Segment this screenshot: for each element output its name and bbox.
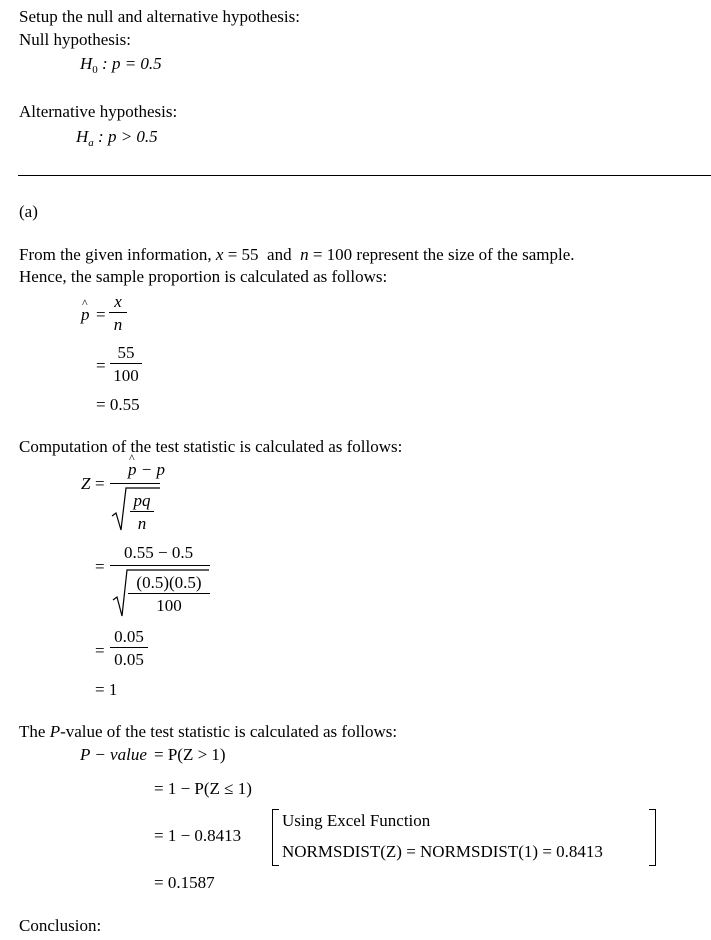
alt-hypothesis-equation	[76, 127, 158, 149]
fraction-n-denominator: n	[113, 315, 123, 334]
sample-proportion-intro: Hence, the sample proportion is calculated as follows:	[19, 267, 388, 286]
phat-symbol	[81, 306, 90, 323]
fraction-x-numerator: x	[114, 292, 122, 311]
null-h-symbol: H	[80, 54, 93, 73]
frac2-equals: =	[96, 356, 106, 375]
z-fraction-numerator: 0.05	[114, 627, 144, 646]
p-value-intro-post: -value of the test statistic is calculated as follows:	[60, 722, 398, 741]
z-num-rest: − p	[136, 460, 165, 479]
fraction-bar	[130, 511, 154, 512]
p-value-line-2: = 1 − P(Z ≤ 1)	[154, 779, 252, 798]
null-h-subscript: 0	[92, 64, 98, 76]
z-numerator-2: 0.55 − 0.5	[124, 543, 194, 562]
z-equals-2: =	[95, 557, 105, 576]
p-value-result: = 0.1587	[154, 873, 215, 892]
test-statistic-intro: Computation of the test statistic is calculated as follows:	[19, 437, 403, 456]
excel-note-bracket-right	[649, 809, 656, 866]
p-value-intro-pre: The	[19, 722, 50, 741]
excel-note-line-2: NORMSDIST(Z) = NORMSDIST(1) = 0.8413	[282, 842, 603, 861]
radical-1-denominator: n	[137, 514, 147, 533]
sample-info-pre: From the given information,	[19, 245, 216, 264]
fraction-55-over-100	[110, 344, 142, 384]
phat-equals: =	[96, 305, 106, 324]
fraction-bar	[109, 312, 127, 313]
null-hypothesis-label: Null hypothesis:	[19, 30, 131, 49]
z-equals: =	[95, 474, 105, 493]
radical-1-numerator: pq	[133, 491, 151, 510]
p-value-line-3: = 1 − 0.8413	[154, 826, 242, 845]
fraction-bar	[110, 647, 148, 648]
phat-letter: ^ p	[81, 306, 90, 323]
z-main-bar-2	[110, 565, 210, 566]
fraction-100-denominator: 100	[113, 366, 139, 385]
sample-proportion-result: = 0.55	[96, 395, 140, 414]
z-numerator-1	[128, 461, 165, 478]
null-h-rest: : p = 0.5	[97, 54, 162, 73]
alt-h-subscript: a	[88, 137, 94, 149]
section-divider	[18, 175, 711, 176]
p-value-intro	[19, 723, 397, 740]
fraction-x-over-n	[109, 293, 127, 333]
radical-2-numerator: (0.5)(0.5)	[136, 573, 202, 592]
z-equals-3: =	[95, 641, 105, 660]
radical-2-fraction	[128, 574, 210, 614]
null-hypothesis-equation	[80, 54, 162, 76]
z-fraction-denominator: 0.05	[114, 650, 144, 669]
z-num-phat: ^ p	[128, 461, 137, 478]
p-value-intro-p: P	[49, 722, 61, 741]
sample-info-line	[19, 246, 575, 263]
z-main-bar-1	[110, 483, 160, 484]
conclusion-label: Conclusion:	[19, 916, 102, 935]
alt-h-symbol: H	[76, 127, 89, 146]
part-a-label: (a)	[19, 202, 38, 221]
alt-hypothesis-label: Alternative hypothesis:	[19, 102, 178, 121]
p-value-lhs: P − value	[80, 745, 147, 764]
excel-note-bracket-left	[272, 809, 279, 866]
fraction-bar	[110, 363, 142, 364]
fraction-bar	[128, 593, 210, 594]
sample-n-value: = 100 represent the size of the sample.	[308, 245, 575, 264]
fraction-55-numerator: 55	[117, 343, 135, 362]
p-value-line-1: = P(Z > 1)	[154, 745, 226, 764]
sample-x-value: = 55 and	[223, 245, 301, 264]
radical-1-fraction	[130, 492, 154, 532]
z-symbol: Z	[81, 474, 91, 493]
excel-note-line-1: Using Excel Function	[282, 811, 431, 830]
test-statistic-result: = 1	[95, 680, 118, 699]
fraction-005-over-005	[110, 628, 148, 668]
sample-n-symbol: n	[300, 245, 309, 264]
alt-h-rest: : p > 0.5	[93, 127, 158, 146]
radical-2-denominator: 100	[156, 596, 182, 615]
setup-heading: Setup the null and alternative hypothesis:	[19, 7, 300, 26]
sample-x-symbol: x	[215, 245, 224, 264]
